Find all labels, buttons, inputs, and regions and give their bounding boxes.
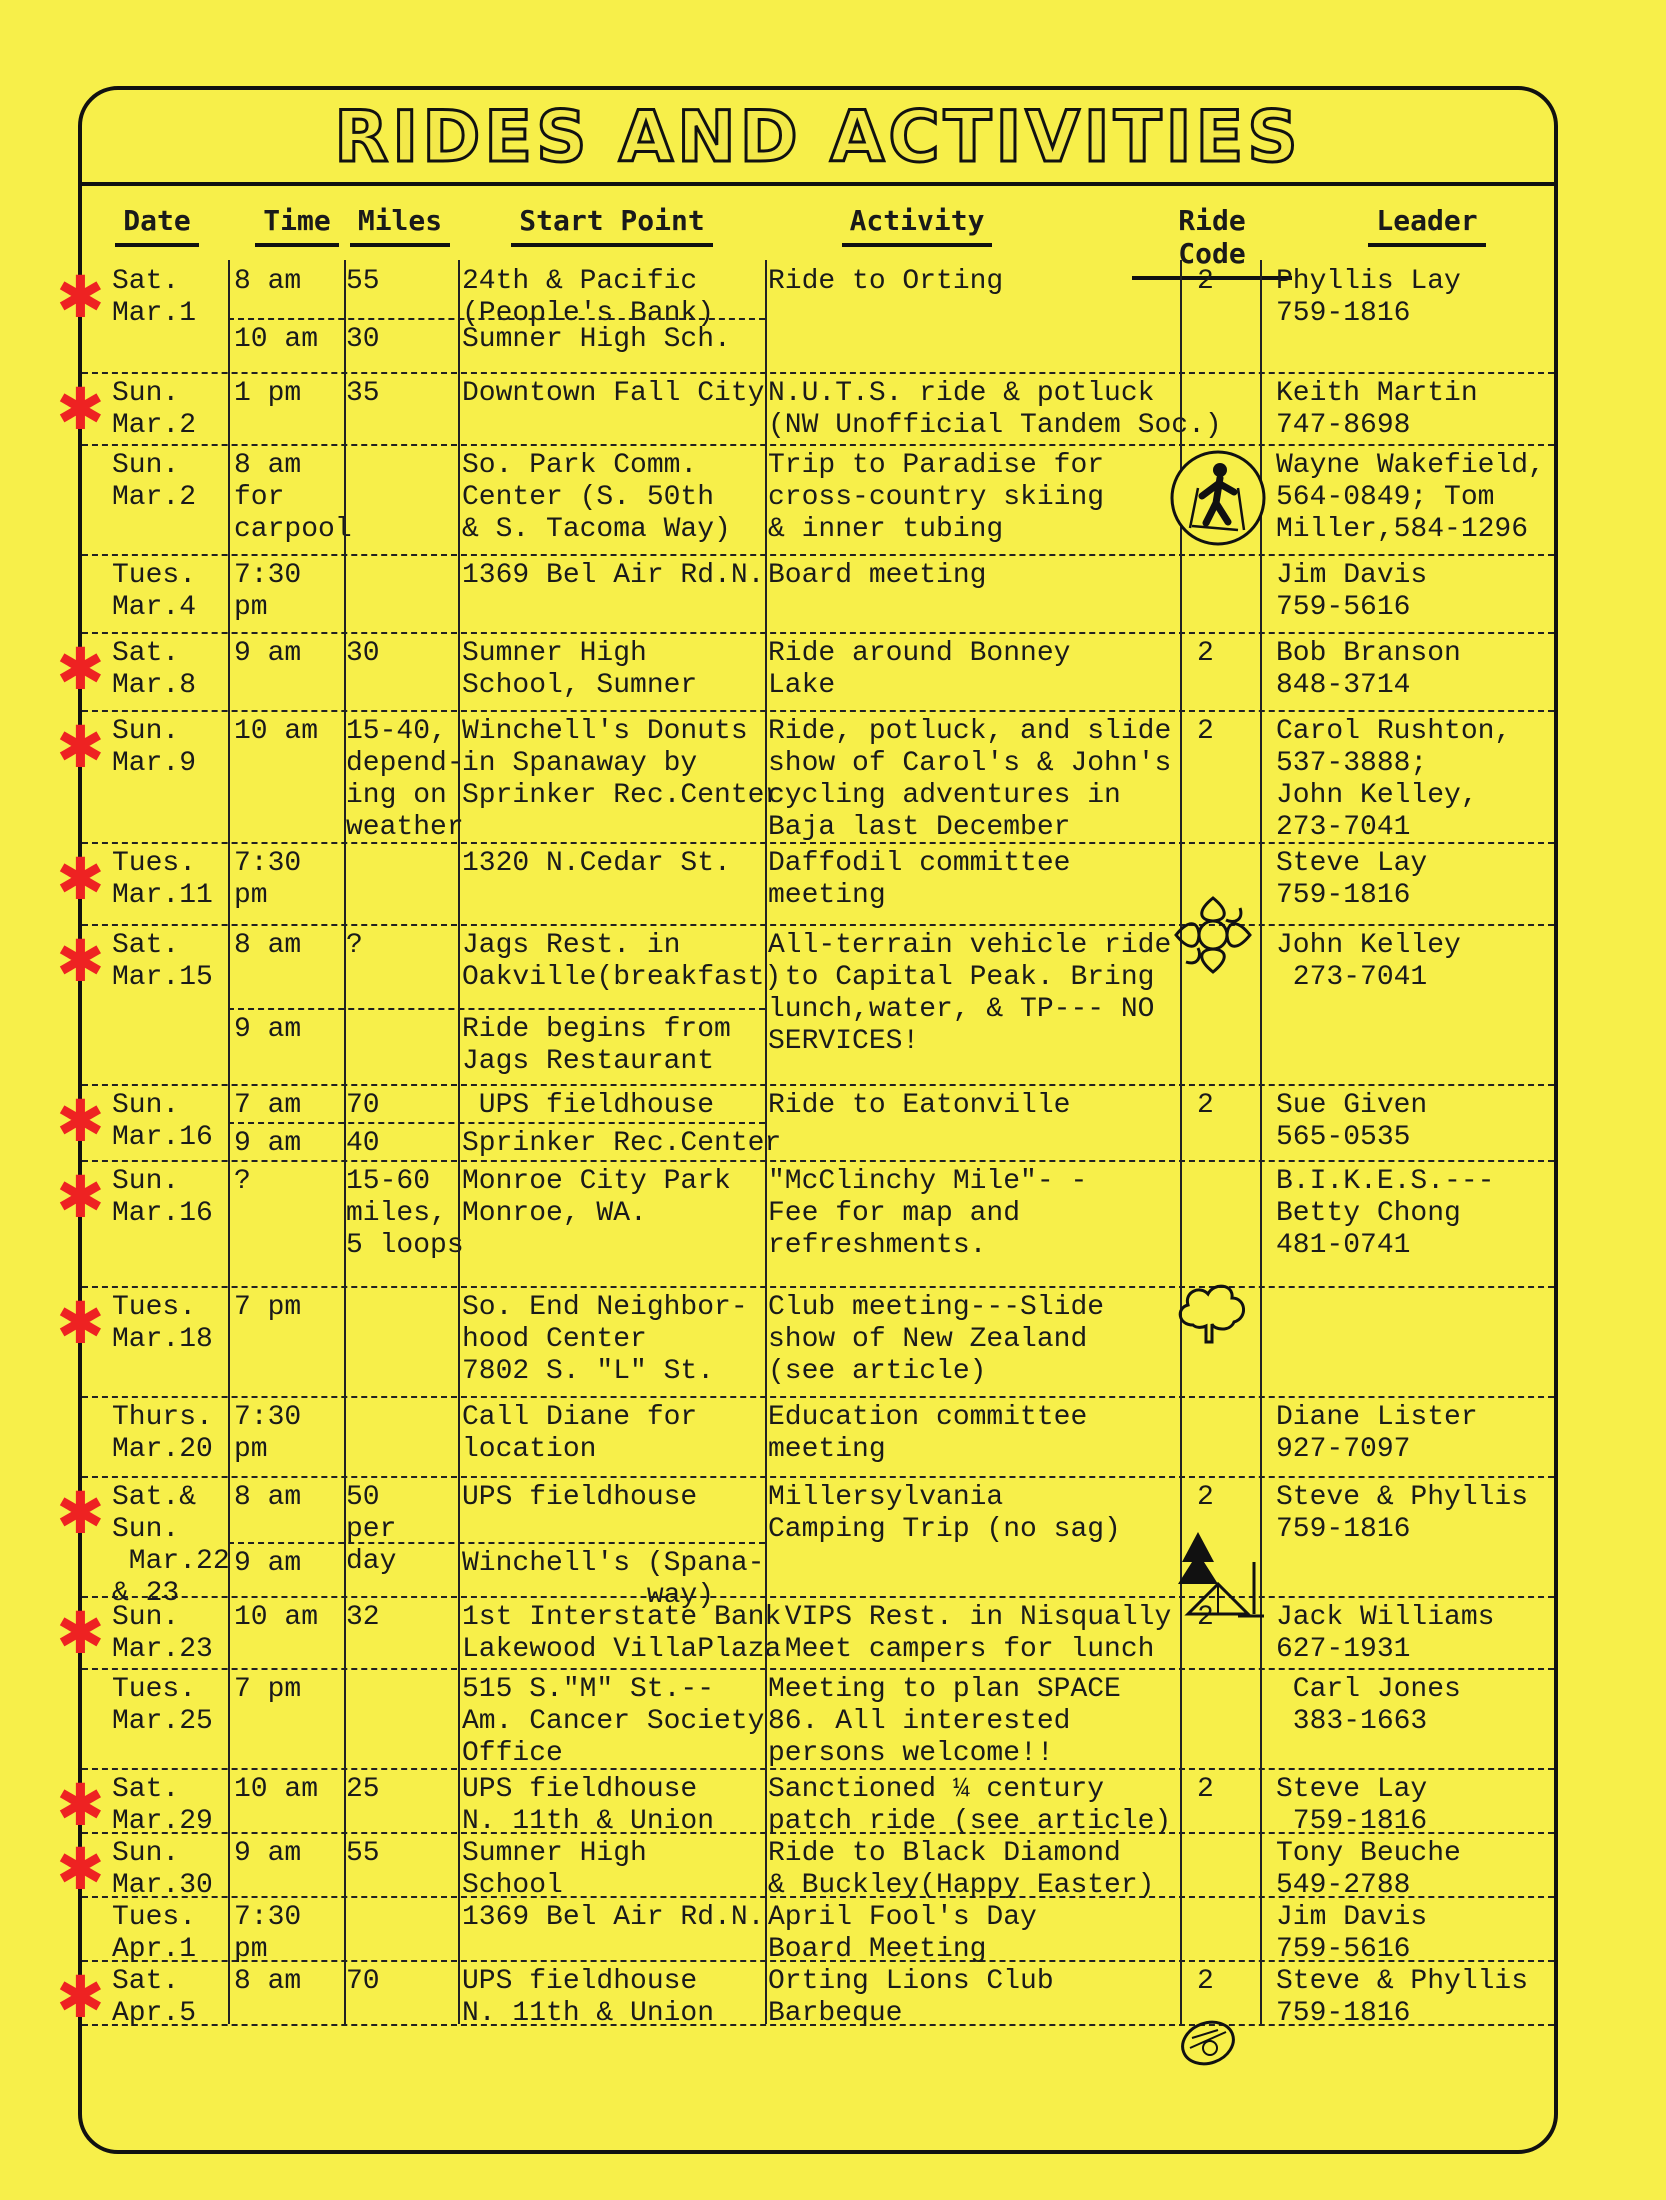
cell-time: 7:30 pm	[234, 560, 302, 623]
cell-code: 2	[1197, 266, 1214, 297]
cell-miles: 70	[346, 1090, 380, 1121]
cell-activity: Ride, potluck, and slide show of Carol's & John's cycling adventures in Baja last December	[768, 716, 1172, 843]
column-divider	[228, 260, 230, 2024]
cell-activity: Ride around Bonney Lake	[768, 638, 1071, 701]
cell-leader: Keith Martin 747-8698	[1276, 378, 1478, 441]
cell-activity: Sanctioned ¼ century patch ride (see article)	[768, 1774, 1172, 1837]
header-date: Date	[102, 204, 212, 247]
cell-time: 1 pm	[234, 378, 302, 409]
tree-cloud-icon	[1168, 1270, 1258, 1365]
table-row	[82, 554, 1554, 634]
title-bar	[82, 90, 1554, 186]
header-ride-code: Ride Code	[1132, 204, 1292, 280]
cell-start: 1369 Bel Air Rd.N.	[462, 1902, 765, 1933]
cell-leader: Wayne Wakefield, 564-0849; Tom Miller,584-1296	[1276, 450, 1545, 545]
red-asterisk-mark: ✱	[56, 1087, 105, 1155]
cell-start: 1369 Bel Air Rd.N.	[462, 560, 765, 591]
cell-activity: VIPS Rest. in Nisqually Meet campers for lunch	[784, 1602, 1172, 1665]
cell-date: Sat. Mar.1	[112, 266, 197, 329]
table-row	[56, 710, 1554, 844]
page-title: RIDES AND ACTIVITIES	[334, 96, 1302, 178]
sub-cell-time: 10 am	[234, 324, 319, 355]
table-row	[56, 1768, 1554, 1839]
cell-code: 2	[1197, 1602, 1214, 1633]
cell-start: Downtown Fall City	[462, 378, 765, 409]
cell-time: 9 am	[234, 638, 302, 669]
cell-leader: Carl Jones 383-1663	[1292, 1674, 1461, 1737]
red-asterisk-mark: ✱	[56, 713, 105, 781]
cell-leader: John Kelley 273-7041	[1276, 930, 1461, 993]
sub-cell-start: Ride begins from Jags Restaurant	[462, 1014, 731, 1077]
red-asterisk-mark: ✱	[56, 1163, 105, 1231]
table-row	[56, 1832, 1554, 1903]
cell-miles: 70	[346, 1966, 380, 1997]
cell-time: 9 am	[234, 1838, 302, 1869]
cell-date: Tues. Mar.18	[112, 1292, 213, 1355]
cell-activity: Ride to Black Diamond & Buckley(Happy Easter)	[768, 1838, 1155, 1901]
red-asterisk-mark: ✱	[56, 1771, 105, 1839]
cell-time: 8 am for carpool	[234, 450, 352, 545]
cell-date: Sun. Mar.16	[112, 1166, 213, 1229]
easter-egg-icon	[1168, 2008, 1248, 2083]
cell-activity: Board meeting	[768, 560, 987, 591]
cell-date: Tues. Mar.11	[112, 848, 213, 911]
cell-time: 8 am	[234, 1966, 302, 1997]
cell-activity: Orting Lions Club Barbeque	[768, 1966, 1054, 2029]
cell-leader: Jim Davis 759-5616	[1276, 560, 1428, 623]
table-row	[56, 1596, 1554, 1670]
red-asterisk-mark: ✱	[56, 1599, 105, 1667]
cell-code: 2	[1197, 1090, 1214, 1121]
header-activity: Activity	[762, 204, 1072, 247]
table-row	[82, 444, 1554, 556]
cell-start: Call Diane for location	[462, 1402, 698, 1465]
cell-start: Sumner High School	[462, 1838, 647, 1901]
cell-time: 10 am	[234, 716, 319, 747]
cell-miles: 30	[346, 638, 380, 669]
cell-date: Sun. Mar.30	[112, 1838, 213, 1901]
red-asterisk-mark: ✱	[56, 1479, 105, 1547]
cell-time: 7 am	[234, 1090, 302, 1121]
cell-code: 2	[1197, 638, 1214, 669]
sub-row-divider	[228, 1542, 765, 1544]
cell-miles: ?	[346, 930, 363, 961]
cell-miles: 35	[346, 378, 380, 409]
cell-start: So. Park Comm. Center (S. 50th & S. Tacoma Way)	[462, 450, 731, 545]
cell-time: 7 pm	[234, 1674, 302, 1705]
cell-activity: Trip to Paradise for cross-country skiing & inner tubing	[768, 450, 1105, 545]
table-row	[56, 372, 1554, 446]
table-row	[56, 1960, 1554, 2031]
cell-activity: Millersylvania Camping Trip (no sag)	[768, 1482, 1121, 1545]
table-row	[56, 1160, 1554, 1288]
cell-start: Jags Rest. in Oakville(breakfast)	[462, 930, 782, 993]
cell-time: 7 pm	[234, 1292, 302, 1323]
table-row	[56, 1286, 1554, 1398]
sub-cell-miles: 30	[346, 324, 380, 355]
cell-time: 10 am	[234, 1602, 319, 1633]
cell-date: Sun. Mar.23	[112, 1602, 213, 1665]
cell-code: 2	[1197, 1966, 1214, 1997]
cell-start: Winchell's Donuts in Spanaway by Sprinker Rec.Center	[462, 716, 782, 811]
cell-leader: B.I.K.E.S.--- Betty Chong 481-0741	[1276, 1166, 1495, 1261]
column-divider	[344, 260, 346, 2024]
cell-code: 2	[1197, 1482, 1214, 1513]
cell-activity: Ride to Eatonville	[768, 1090, 1071, 1121]
header-leader: Leader	[1342, 204, 1512, 247]
cell-start: UPS fieldhouse N. 11th & Union	[462, 1966, 715, 2029]
cell-code: 2	[1197, 716, 1214, 747]
header-miles: Miles	[344, 204, 456, 247]
table-row	[56, 924, 1554, 1086]
table-row	[56, 842, 1554, 926]
cell-leader: Diane Lister 927-7097	[1276, 1402, 1478, 1465]
cell-time: 8 am	[234, 930, 302, 961]
cell-start: Sumner High School, Sumner	[462, 638, 698, 701]
sub-cell-time: 9 am	[234, 1128, 302, 1159]
cell-date: Sat. Mar.15	[112, 930, 213, 993]
cell-leader: Jim Davis 759-5616	[1276, 1902, 1428, 1965]
cell-start: So. End Neighbor- hood Center 7802 S. "L" St.	[462, 1292, 748, 1387]
cell-start: UPS fieldhouse N. 11th & Union	[462, 1774, 715, 1837]
cell-time: ?	[234, 1166, 251, 1197]
red-asterisk-mark: ✱	[56, 375, 105, 443]
cell-miles: 15-40, depend- ing on weather	[346, 716, 464, 843]
column-divider	[765, 260, 767, 2024]
sub-cell-start: Winchell's (Spana- way)	[462, 1548, 765, 1611]
cell-code: 2	[1197, 1774, 1214, 1805]
cell-time: 8 am	[234, 266, 302, 297]
cell-date: Tues. Mar.25	[112, 1674, 213, 1737]
sub-cell-start: Sumner High Sch.	[462, 324, 731, 355]
cell-miles: 15-60 miles, 5 loops	[346, 1166, 464, 1261]
cell-date: Thurs. Mar.20	[112, 1402, 213, 1465]
cell-miles: 55	[346, 266, 380, 297]
cell-leader: Jack Williams 627-1931	[1276, 1602, 1495, 1665]
cell-time: 7:30 pm	[234, 1402, 302, 1465]
cell-start: 1st Interstate Bank Lakewood VillaPlaza	[462, 1602, 782, 1665]
camping-tent-icon	[1168, 1522, 1268, 1627]
cell-time: 7:30 pm	[234, 1902, 302, 1965]
header-start-point: Start Point	[482, 204, 742, 247]
table-row	[56, 1084, 1554, 1162]
cell-activity: Ride to Orting	[768, 266, 1004, 297]
cell-date: Sat. Mar.8	[112, 638, 197, 701]
sub-row-divider	[228, 1122, 765, 1124]
cell-leader: Steve Lay 759-1816	[1276, 1774, 1428, 1837]
cell-activity: Education committee meeting	[768, 1402, 1088, 1465]
cell-activity: Meeting to plan SPACE 86. All interested persons welcome!!	[768, 1674, 1121, 1769]
table-row	[82, 1668, 1554, 1770]
cell-miles: 32	[346, 1602, 380, 1633]
cell-activity: "McClinchy Mile"- - Fee for map and refreshments.	[768, 1166, 1088, 1261]
cell-leader: Sue Given 565-0535	[1276, 1090, 1428, 1153]
cell-date: Sun. Mar.9	[112, 716, 197, 779]
cell-date: Sun. Mar.2	[112, 450, 197, 513]
sub-row-divider	[228, 318, 765, 320]
header-time: Time	[242, 204, 352, 247]
cell-time: 7:30 pm	[234, 848, 302, 911]
sub-cell-start: Sprinker Rec.Center	[462, 1128, 782, 1159]
cell-miles: 55	[346, 1838, 380, 1869]
table-row	[56, 632, 1554, 712]
red-asterisk-mark: ✱	[56, 1289, 105, 1357]
cell-activity: Club meeting---Slide show of New Zealand (see article)	[768, 1292, 1105, 1387]
cell-start: UPS fieldhouse	[462, 1482, 698, 1513]
rides-table	[56, 260, 1554, 2140]
cell-time: 10 am	[234, 1774, 319, 1805]
red-asterisk-mark: ✱	[56, 1963, 105, 2031]
sub-row-divider	[228, 1008, 765, 1010]
cell-start: UPS fieldhouse	[462, 1090, 715, 1121]
cell-date: Tues. Apr.1	[112, 1902, 197, 1965]
cell-date: Sat.& Sun. Mar.22 & 23	[112, 1482, 230, 1609]
cell-date: Sun. Mar.2	[112, 378, 197, 441]
cell-start: 515 S."M" St.-- Am. Cancer Society Office	[462, 1674, 765, 1769]
sub-cell-miles: 40	[346, 1128, 380, 1159]
cell-leader: Tony Beuche 549-2788	[1276, 1838, 1461, 1901]
table-row	[56, 260, 1554, 374]
cell-date: Sat. Mar.29	[112, 1774, 213, 1837]
table-row	[56, 1476, 1554, 1611]
cell-miles: 50 per day	[346, 1482, 397, 1577]
cell-leader: Phyllis Lay 759-1816	[1276, 266, 1461, 329]
table-row	[82, 1896, 1554, 1965]
cell-date: Sat. Apr.5	[112, 1966, 197, 2029]
cell-activity: Daffodil committee meeting	[768, 848, 1071, 911]
skier-icon	[1168, 448, 1268, 553]
cell-leader: Steve Lay 759-1816	[1276, 848, 1428, 911]
cell-start: Monroe City Park Monroe, WA.	[462, 1166, 731, 1229]
cell-date: Sun. Mar.16	[112, 1090, 213, 1153]
cell-leader: Steve & Phyllis 759-1816	[1276, 1966, 1529, 2029]
red-asterisk-mark: ✱	[56, 263, 105, 331]
red-asterisk-mark: ✱	[56, 927, 105, 995]
column-divider	[458, 260, 460, 2024]
cell-miles: 25	[346, 1774, 380, 1805]
table-row	[82, 1396, 1554, 1478]
cell-start: 1320 N.Cedar St.	[462, 848, 731, 879]
cell-activity: N.U.T.S. ride & potluck (NW Unofficial Tandem Soc.)	[768, 378, 1222, 441]
red-asterisk-mark: ✱	[56, 1835, 105, 1903]
sub-cell-time: 9 am	[234, 1548, 302, 1579]
cell-start: 24th & Pacific (People's Bank)	[462, 266, 715, 329]
cell-activity: April Fool's Day Board Meeting	[768, 1902, 1037, 1965]
cell-activity: All-terrain vehicle ride to Capital Peak. Bring lunch,water, & TP--- NO SERVICES!	[768, 930, 1172, 1057]
cell-date: Tues. Mar.4	[112, 560, 197, 623]
red-asterisk-mark: ✱	[56, 635, 105, 703]
daffodil-flower-icon	[1168, 890, 1258, 985]
cell-leader: Steve & Phyllis 759-1816	[1276, 1482, 1529, 1545]
schedule-frame	[56, 86, 1558, 2154]
sub-cell-time: 9 am	[234, 1014, 302, 1045]
cell-leader: Carol Rushton, 537-3888; John Kelley, 273-7041	[1276, 716, 1512, 843]
cell-leader: Bob Branson 848-3714	[1276, 638, 1461, 701]
cell-time: 8 am	[234, 1482, 302, 1513]
red-asterisk-mark: ✱	[56, 845, 105, 913]
